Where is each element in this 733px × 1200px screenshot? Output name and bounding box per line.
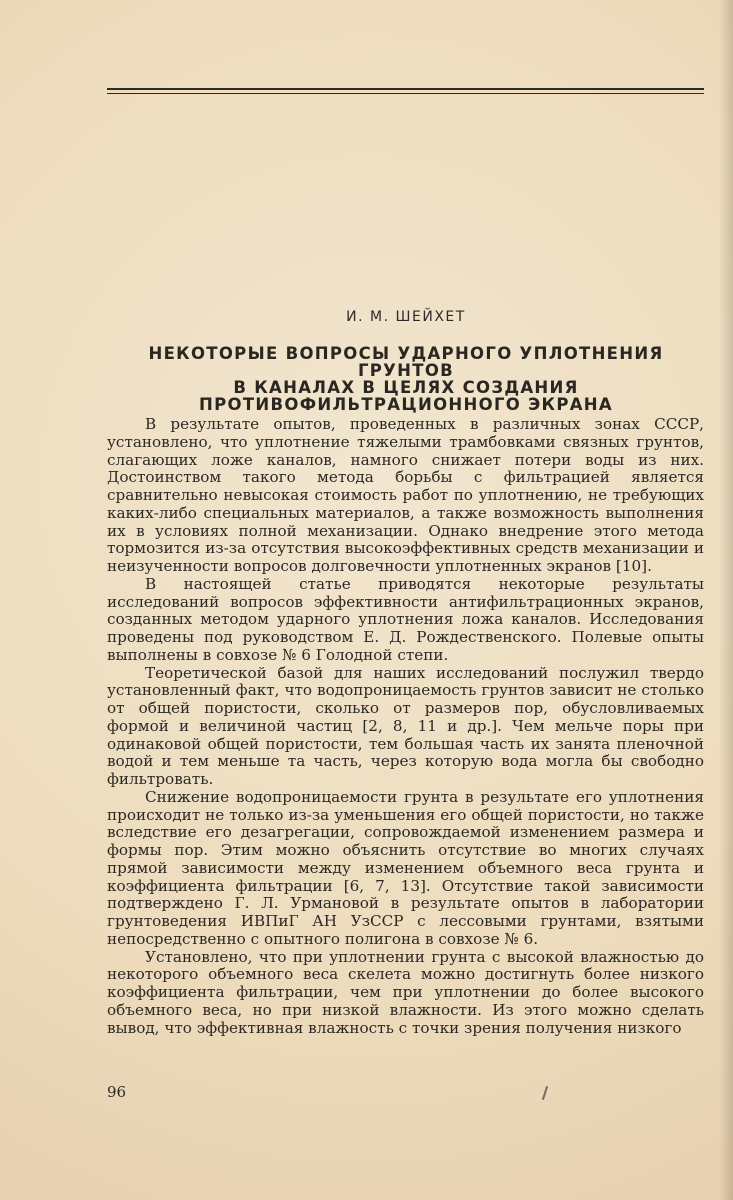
article-title	[100, 345, 712, 413]
paragraph: В результате опытов, проведенных в различных зонах СССР, установлено, что уплотнение тяжелыми трамбовками связных грунтов, слагающих ложе каналов, намного снижает потери воды из них. Достоинством такого метода борьбы с фильтрацией является сравнительно невысокая стоимость работ по уплотнению, не требующих каких-либо специальных материалов, а также возможность выполнения их в условиях полной механизации. Однако внедрение этого метода тормозится из-за отсутствия высокоэффективных средств механизации и неизученности вопросов долговечности уплотненных экранов [10].	[107, 415, 704, 575]
title-line: ПРОТИВОФИЛЬТРАЦИОННОГО ЭКРАНА	[199, 395, 613, 414]
header-rule-thin	[107, 93, 704, 94]
author-name: И. М. ШЕЙХЕТ	[346, 309, 466, 325]
paragraph: Снижение водопроницаемости грунта в результате его уплотнения происходит не только из-за уменьшения его общей пористости, но также вследствие его дезагрегации, сопровождаемой изменением размера и формы пор. Этим можно объяснить отсутствие во многих случаях прямой зависимости между изменением объемного веса грунта и коэффициента фильтрации [6, 7, 13]. Отсутствие такой зависимости подтверждено Г. Л. Урмановой в результате опытов в лаборатории грунтоведения ИВПиГ АН УзССР с лессовыми грунтами, взятыми непосредственно с опытного полигона в совхозе № 6.	[107, 787, 704, 948]
article-body	[107, 416, 704, 1037]
page-number: 96	[107, 1083, 127, 1101]
paragraph: В настоящей статье приводятся некоторые результаты исследований вопросов эффективности антифильтрационных экранов, созданных методом ударного уплотнения ложа каналов. Исследования проведены под руководством Е. Д. Рождественского. Полевые опыты выполнены в совхозе № 6 Голодной степи.	[107, 574, 704, 664]
page-edge-shadow	[719, 0, 733, 1200]
title-line: НЕКОТОРЫЕ ВОПРОСЫ УДАРНОГО УПЛОТНЕНИЯ ГРУНТОВ	[148, 344, 664, 380]
paragraph: Теоретической базой для наших исследований послужил твердо установленный факт, что водопроницаемость грунтов зависит не столько от общей пористости, сколько от размеров пор, обусловливаемых формой и величиной частиц [2, 8, 11 и др.]. Чем мельче поры при одинаковой общей пористости, тем большая часть их занята пленочной водой и тем меньше та часть, через которую вода могла бы свободно фильтровать.	[107, 663, 704, 788]
title-line: В КАНАЛАХ В ЦЕЛЯХ СОЗДАНИЯ	[233, 378, 579, 397]
header-rule-thick	[107, 88, 704, 90]
pencil-mark	[542, 1086, 548, 1100]
paragraph: Установлено, что при уплотнении грунта с высокой влажностью до некоторого объемного веса скелета можно достигнуть более низкого коэффициента фильтрации, чем при уплотнении до более высокого объемного веса, но при низкой влажности. Из этого можно сделать вывод, что эффективная влажность с точки зрения получения низкого	[107, 947, 704, 1037]
